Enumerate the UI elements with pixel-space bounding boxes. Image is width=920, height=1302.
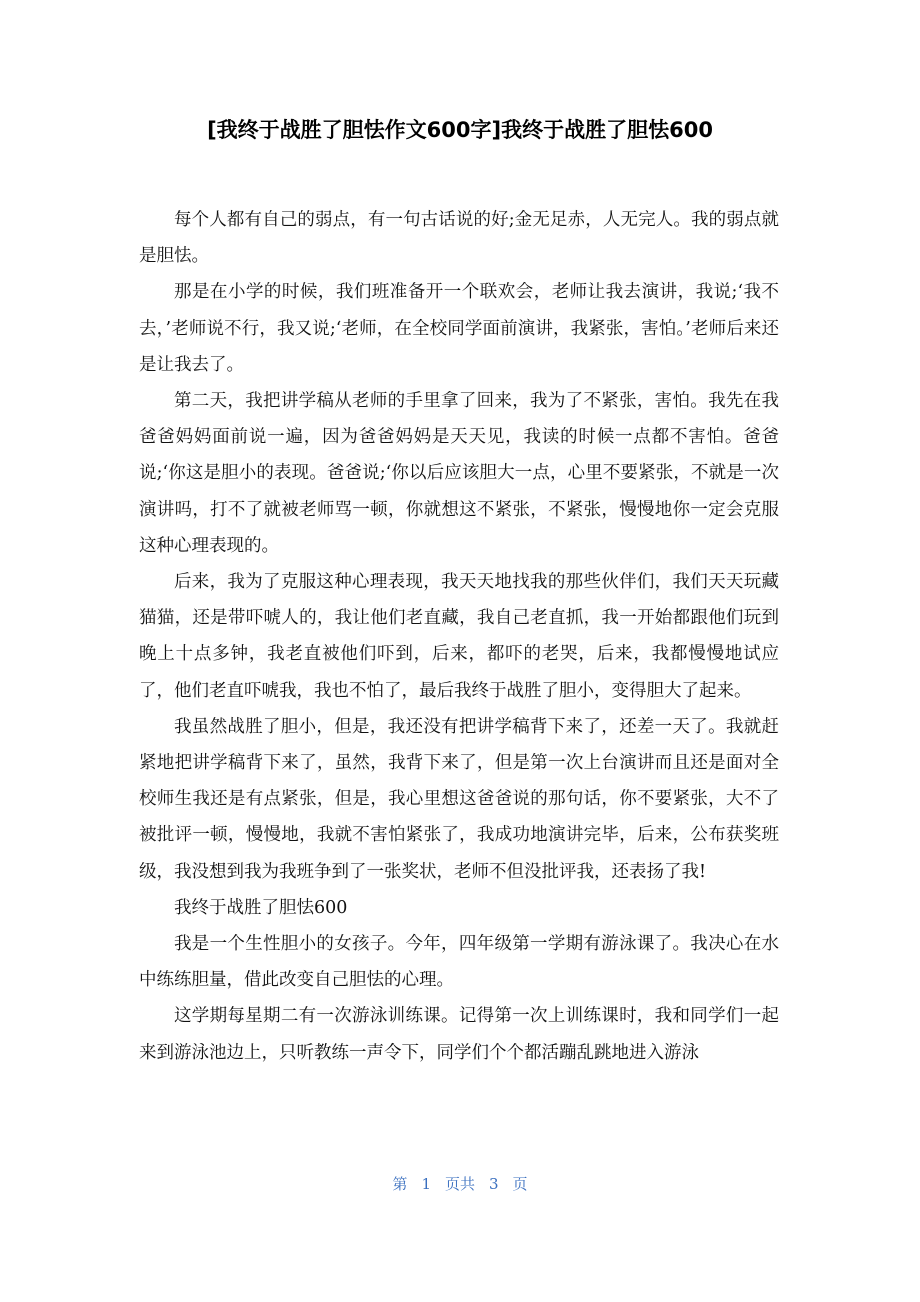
document-title: [我终于战胜了胆怯作文600字]我终于战胜了胆怯600 [207, 118, 713, 142]
paragraph: 那是在小学的时候，我们班准备开一个联欢会，老师让我去演讲，我说;‘我不去，’老师说不行，我又说;‘老师，在全校同学面前演讲，我紧张，害怕。’老师后来还是让我去了。 [139, 282, 779, 375]
footer-prefix: 第 [392, 1175, 408, 1193]
paragraph: 第二天，我把讲学稿从老师的手里拿了回来，我为了不紧张，害怕。我先在我爸爸妈妈面前说一遍，因为爸爸妈妈是天天见，我读的时候一点都不害怕。爸爸说;‘你这是胆小的表现。爸爸说;‘你以后应该胆大一点，心里不要紧张，不就是一次演讲吗，打不了就被老师骂一顿，你就想这不紧张，不紧张，慢慢地你一定会克服这种心理表现的。 [139, 391, 779, 556]
subheading: 我终于战胜了胆怯600 [174, 897, 348, 918]
page-footer [0, 1172, 920, 1196]
document-body [139, 202, 779, 1071]
footer-suffix: 页 [512, 1175, 528, 1193]
paragraph: 后来，我为了克服这种心理表现，我天天地找我的那些伙伴们，我们天天玩藏猫猫，还是带吓唬人的，我让他们老直藏，我自己老直抓，我一开始都跟他们玩到晚上十点多钟，我老直被他们吓到，后来，都吓的老哭，后来，我都慢慢地试应了，他们老直吓唬我，我也不怕了，最后我终于战胜了胆小，变得胆大了起来。 [139, 572, 779, 701]
paragraph: 每个人都有自己的弱点，有一句古话说的好;金无足赤，人无完人。我的弱点就是胆怯。 [139, 210, 779, 267]
footer-page-number: 1 [421, 1175, 431, 1193]
paragraph: 我是一个生性胆小的女孩子。今年，四年级第一学期有游泳课了。我决心在水中练练胆量，借此改变自己胆怯的心理。 [139, 934, 779, 991]
paragraph: 这学期每星期二有一次游泳训练课。记得第一次上训练课时，我和同学们一起来到游泳池边上，只听教练一声令下，同学们个个都活蹦乱跳地进入游泳 [139, 1006, 779, 1063]
paragraph: 我虽然战胜了胆小，但是，我还没有把讲学稿背下来了，还差一天了。我就赶紧地把讲学稿背下来了，虽然，我背下来了，但是第一次上台演讲而且还是面对全校师生我还是有点紧张，但是，我心里想这爸爸说的那句话，你不要紧张，大不了被批评一顿，慢慢地，我就不害怕紧张了，我成功地演讲完毕，后来，公布获奖班级，我没想到我为我班争到了一张奖状，老师不但没批评我，还表扬了我! [139, 716, 779, 882]
footer-total-pages: 3 [489, 1175, 499, 1193]
footer-middle: 页共 [444, 1175, 475, 1193]
